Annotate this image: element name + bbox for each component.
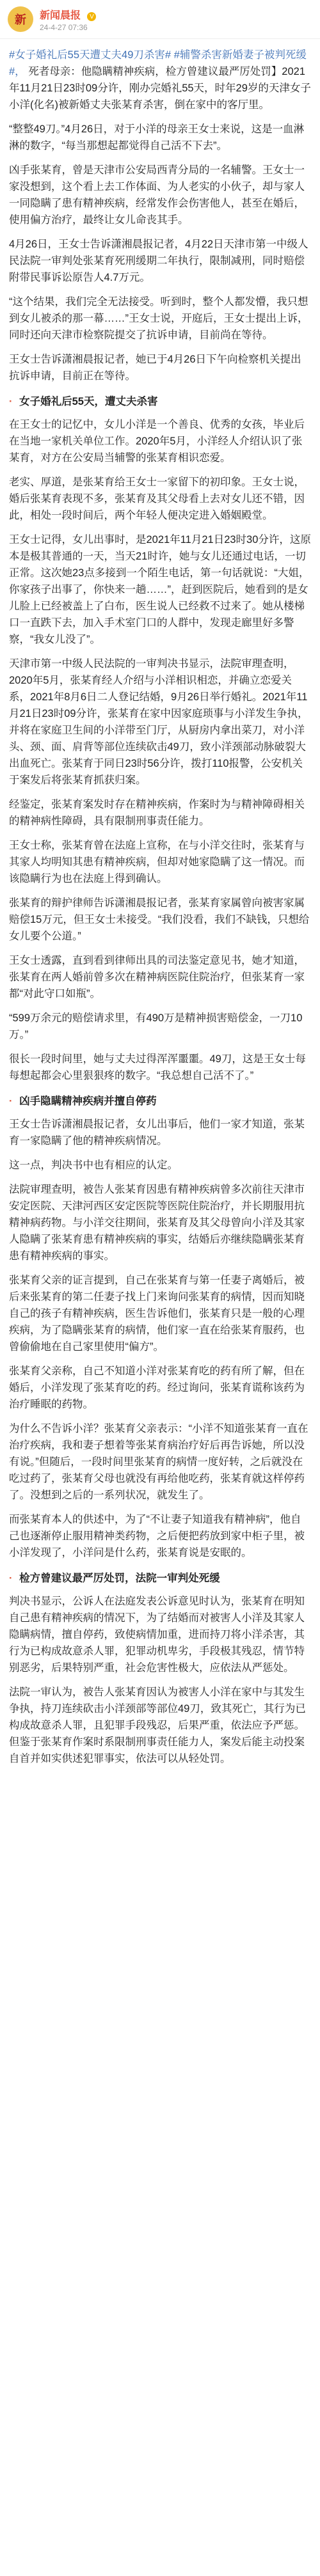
paragraph: “整整49刀。”4月26日，对于小洋的母亲王女士来说，这是一血淋淋的数字，“每当那想起都觉得自己活不下去”。 — [9, 123, 305, 152]
author-info — [40, 7, 96, 32]
paragraph: 这一点，判决书中也有相应的认定。 — [9, 1159, 178, 1171]
post-content — [0, 39, 320, 1767]
author-name[interactable]: 新闻晨报 — [40, 10, 81, 21]
bullet-icon: · — [9, 396, 13, 407]
paragraph: 经鉴定，张某育案发时存在精神疾病，作案时为与精神障碍相关的精神病性障碍，具有限制刑事责任能力。 — [9, 799, 305, 827]
post-time: 24-4-27 07:36 — [40, 22, 88, 32]
paragraph: 张某育的辩护律师告诉潇湘晨报记者，张某育家属曾向被害家属赔偿15万元，但王女士未接受。“我们没看，我们不缺钱，只想给女儿要个公道。” — [9, 897, 310, 942]
paragraph: 而张某育本人的供述中，为了“不让妻子知道我有精神病”，他自己也逐渐停止服用精神类药物，之后便把药放到家中柜子里，被小洋发现了，小洋问是什么药，张某育说是安眠的。 — [9, 1514, 305, 1559]
paragraph: “这个结果，我们完全无法接受。听到时，整个人都发懵，我只想到女儿被杀的那一幕……”王女士说，开庭后，王女士提出上诉，同时还向天津市检察院提交了抗诉申请，目前尚在等待。 — [9, 296, 308, 341]
paragraph: 老实、厚道，是张某育给王女士一家留下的初印象。王女士说，婚后张某育表现不多，张某育及其父母看上去对女儿还不错，因此，相处一段时间后，两个年轻人便决定进入婚姻殿堂。 — [9, 476, 305, 521]
paragraph: 很长一段时间里，她与丈夫过得浑浑噩噩。49刀，这是王女士每每想起都会心里狠狠疼的数字。“我总想自己活不了。” — [9, 1053, 306, 1081]
paragraph: 王女士称，张某育曾在法庭上宣称，在与小洋交往时，张某育与其家人均明知其患有精神疾病，但却对她家隐瞒了这一情况。而该隐瞒行为也在法庭上得到确认。 — [9, 840, 305, 884]
paragraph: 法院一审认为，被告人张某育因认为被害人小洋在家中与其发生争执，持刀连续砍击小洋颈部等部位49刀，致其死亡，其行为已构成故意杀人罪，且犯罪手段残忍，后果严重，依法应予严惩。但鉴于张某育作案时系限制刑事责任能力人，案发后能主动投案自首并如实供述犯罪事实，依法可以从轻处罚。 — [9, 1686, 306, 1764]
paragraph: 在王女士的记忆中，女儿小洋是一个善良、优秀的女孩，毕业后在当地一家机关单位工作。2020年5月，小洋经人介绍认识了张某育，对方在公安局当辅警的张某育相识恋爱。 — [9, 419, 305, 464]
bullet-icon: · — [9, 1096, 13, 1107]
paragraph: 凶手张某育，曾是天津市公安局西青分局的一名辅警。王女士一家没想到，这个看上去工作体面、为人老实的小伙子，却与家人一同隐瞒了患有精神疾病，经常发作会伤害他人，甚至在婚后，使用偏方治疗，最终让女儿命丧其手。 — [9, 164, 305, 226]
paragraph: 为什么不告诉小洋？张某育父亲表示：“小洋不知道张某育一直在治疗疾病，我和妻子想着等张某育病治疗好后再告诉她，所以没有说。”但随后，一段时间里张某育的病情一度好转，之后就没在吃过药了，张某育父母也就没有再给他吃药，张某育就这样停药了。没想到之后的一系列状况，就发生了。 — [9, 1423, 308, 1501]
section-heading — [9, 393, 311, 410]
post-header — [0, 0, 320, 39]
paragraph: 王女士记得，女儿出事时，是2021年11月21日23时30分许，这原本是极其普通的一天，当天21时许，她与女儿还通过电话，一切正常。这次她23点多接到一个陌生电话，第一句话就说：“大姐，你家孩子出事了，你快来一趟……”，赶到医院后，她看到的是女儿脸上已经被盖上了白布，医生说人已经救不过来了。她从楼梯口一直跌下去，加入手术室门口的人群中，发现走廊里好多警察，“我女儿没了”。 — [9, 534, 311, 645]
bullet-icon: · — [9, 1573, 13, 1584]
paragraph: “599万余元的赔偿请求里，有490万是精神损害赔偿金，一刀10万。” — [9, 1012, 303, 1041]
paragraph: 王女士告诉潇湘晨报记者，她已于4月26日下午向检察机关提出抗诉申请，目前正在等待。 — [9, 354, 301, 382]
paragraph: 张某育父亲称，自己不知道小洋对张某育吃的药有所了解，但在婚后，小洋发现了张某育吃的药。经过询问，张某育谎称该药为治疗睡眠的药物。 — [9, 1365, 305, 1410]
verified-icon: V — [87, 12, 96, 21]
paragraph: 王女士告诉潇湘晨报记者，女儿出事后，他们一家才知道，张某育一家隐瞒了他的精神疾病情况。 — [9, 1119, 305, 1147]
section-heading — [9, 1570, 311, 1587]
hashtag-links[interactable]: #女子婚礼后55天遭丈夫49刀杀害# #辅警杀害新婚妻子被判死缓#， — [9, 49, 307, 77]
paragraph: 判决书显示，公诉人在法庭发表公诉意见时认为，张某育在明知自己患有精神疾病的情况下，为了结婚而对被害人小洋及其家人隐瞒病情，擅自停药，致使病情加重，进而持刀将小洋杀害，其行为已构成故意杀人罪，犯罪动机卑劣，手段极其残忍，情节特别恶劣，后果特别严重，社会危害性极大，应依法从严惩处。 — [9, 1596, 305, 1674]
section-title: 凶手隐瞒精神疾病并擅自停药 — [19, 1096, 157, 1107]
paragraph: 天津市第一中级人民法院的一审判决书显示，法院审理查明，2020年5月，张某育经人介绍与小洋相识相恋，并确立恋爱关系，2021年8月6日二人登记结婚，9月26日举行婚礼。2021年11月21日23时09分许，张某育在家中因家庭琐事与小洋发生争执，并将在家庭卫生间的小洋带至门厅，从厨房内拿出菜刀，对小洋头、颈、面、肩背等部位连续砍击49刀，致小洋颈部动脉破裂大出血死亡。张某育于同日23时56分许，拨打110报警，公安机关于案发后将张某育抓获归案。 — [9, 658, 308, 786]
section-title: 检方曾建议最严厉处罚，法院一审判处死缓 — [19, 1573, 220, 1584]
paragraph: 法院审理查明，被告人张某育因患有精神疾病曾多次前往天津市安定医院、天津河西区安定医院等医院住院治疗，并长期服用抗精神病药物。与小洋交往期间，张某育及其父母曾向小洋及其家人隐瞒了张某育患有精神疾病的事实，结婚后亦继续隐瞒张某育患有精神疾病的事实。 — [9, 1184, 305, 1262]
author-avatar[interactable]: 新 — [8, 6, 33, 32]
paragraph: 4月26日，王女士告诉潇湘晨报记者，4月22日天津市第一中级人民法院一审判处张某育死刑缓期二年执行，限制减刑，同时赔偿附带民事诉讼原告人4.7万元。 — [9, 239, 308, 283]
paragraph: 张某育父亲的证言提到，自己在张某育与第一任妻子离婚后，被后来张某育的第二任妻子找上门来询问张某育的病情，因而知晓自己的孩子有精神疾病，医生告诉他们，张某育只是一般的心理疾病，为了隐瞒张某育的病情，他们家一直在给张某育服药，也曾偷偷地在自己家里使用“偏方”。 — [9, 1275, 305, 1353]
paragraph: 王女士透露，直到看到律师出具的司法鉴定意见书，她才知道，张某育在两人婚前曾多次在精神病医院住院治疗，但张某育一家都“对此守口如瓶”。 — [9, 955, 305, 1000]
post-intro — [9, 47, 311, 113]
section-heading — [9, 1093, 311, 1110]
intro-text: 死者母亲：他隐瞒精神疾病，检方曾建议最严厉处罚】2021年11月21日23时09分许，刚办完婚礼55天，时年29岁的天津女子小洋(化名)被新婚丈夫张某育杀害，倒在家中的客厅里。 — [9, 66, 311, 111]
section-title: 女子婚礼后55天，遭丈夫杀害 — [19, 396, 158, 407]
